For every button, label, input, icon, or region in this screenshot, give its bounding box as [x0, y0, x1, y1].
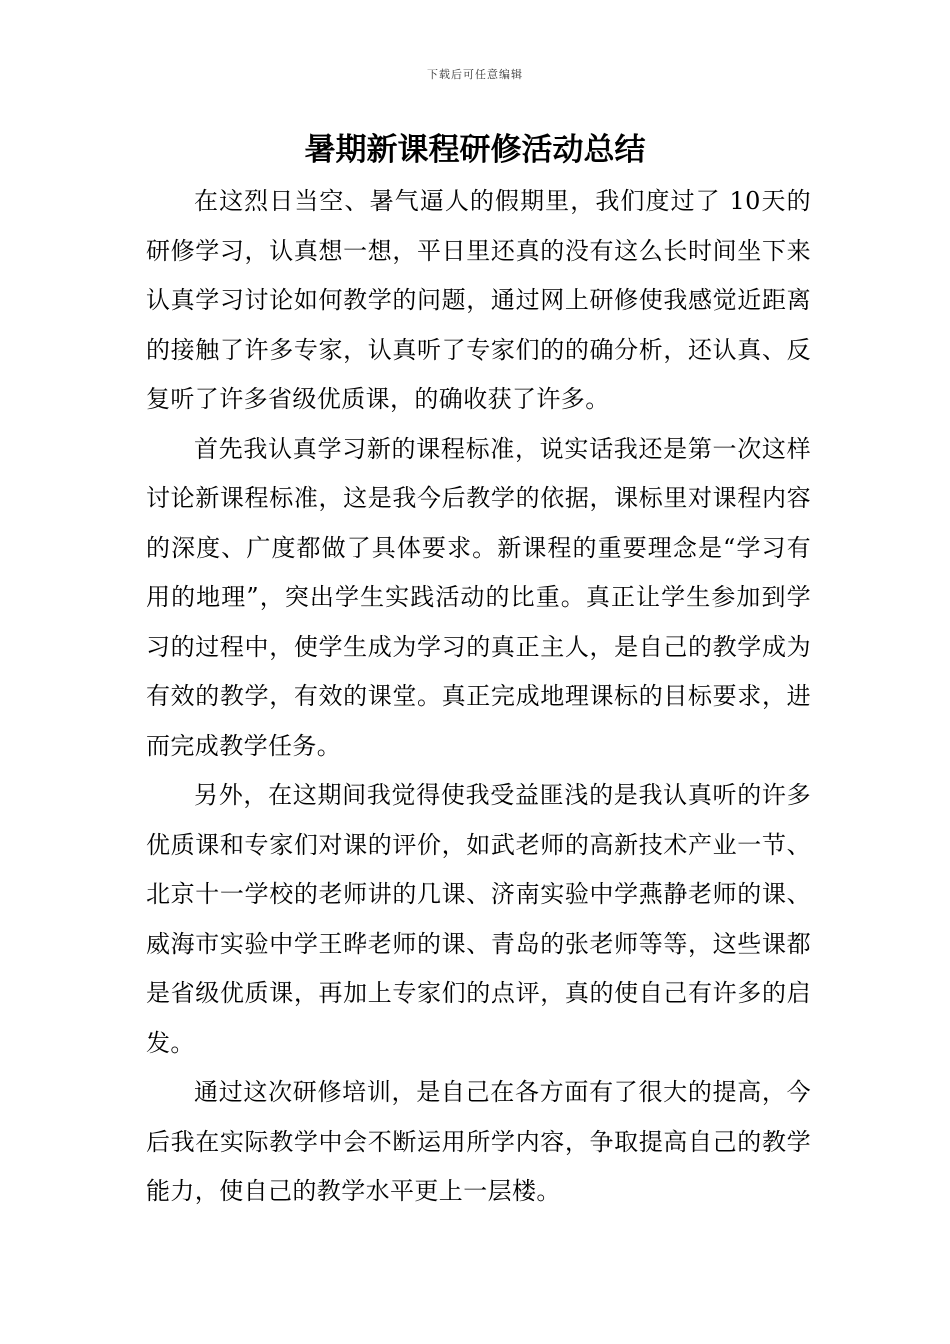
document-body — [146, 177, 811, 1217]
paragraph-4: 通过这次研修培训，是自己在各方面有了很大的提高，今后我在实际教学中会不断运用所学内容，争取提高自己的教学能力，使自己的教学水平更上一层楼。 — [146, 1078, 811, 1205]
header-note: 下载后可任意编辑 — [427, 68, 523, 81]
paragraph-3: 另外，在这期间我觉得使我受益匪浅的是我认真听的许多优质课和专家们对课的评价，如武老师的高新技术产业一节、北京十一学校的老师讲的几课、济南实验中学燕静老师的课、威海市实验中学王晔老师的课、青岛的张老师等等，这些课都是省级优质课，再加上专家们的点评，真的使自己有许多的启发。 — [146, 781, 811, 1057]
paragraph-2: 首先我认真学习新的课程标准，说实话我还是第一次这样讨论新课程标准，这是我今后教学的依据，课标里对课程内容的深度、广度都做了具体要求。新课程的重要理念是“学习有用的地理”，突出学生实践活动的比重。真正让学生参加到学习的过程中，使学生成为学习的真正主人，是自己的教学成为有效的教学，有效的课堂。真正完成地理课标的目标要求，进而完成教学任务。 — [146, 434, 811, 760]
document-title: 暑期新课程研修活动总结 — [304, 132, 646, 168]
paragraph-1: 在这烈日当空、暑气逼人的假期里，我们度过了 10天的研修学习，认真想一想，平日里还真的没有这么长时间坐下来认真学习讨论如何教学的问题，通过网上研修使我感觉近距离的接触了许多专家，认真听了专家们的的确分析，还认真、反复听了许多省级优质课，的确收获了许多。 — [146, 187, 811, 413]
